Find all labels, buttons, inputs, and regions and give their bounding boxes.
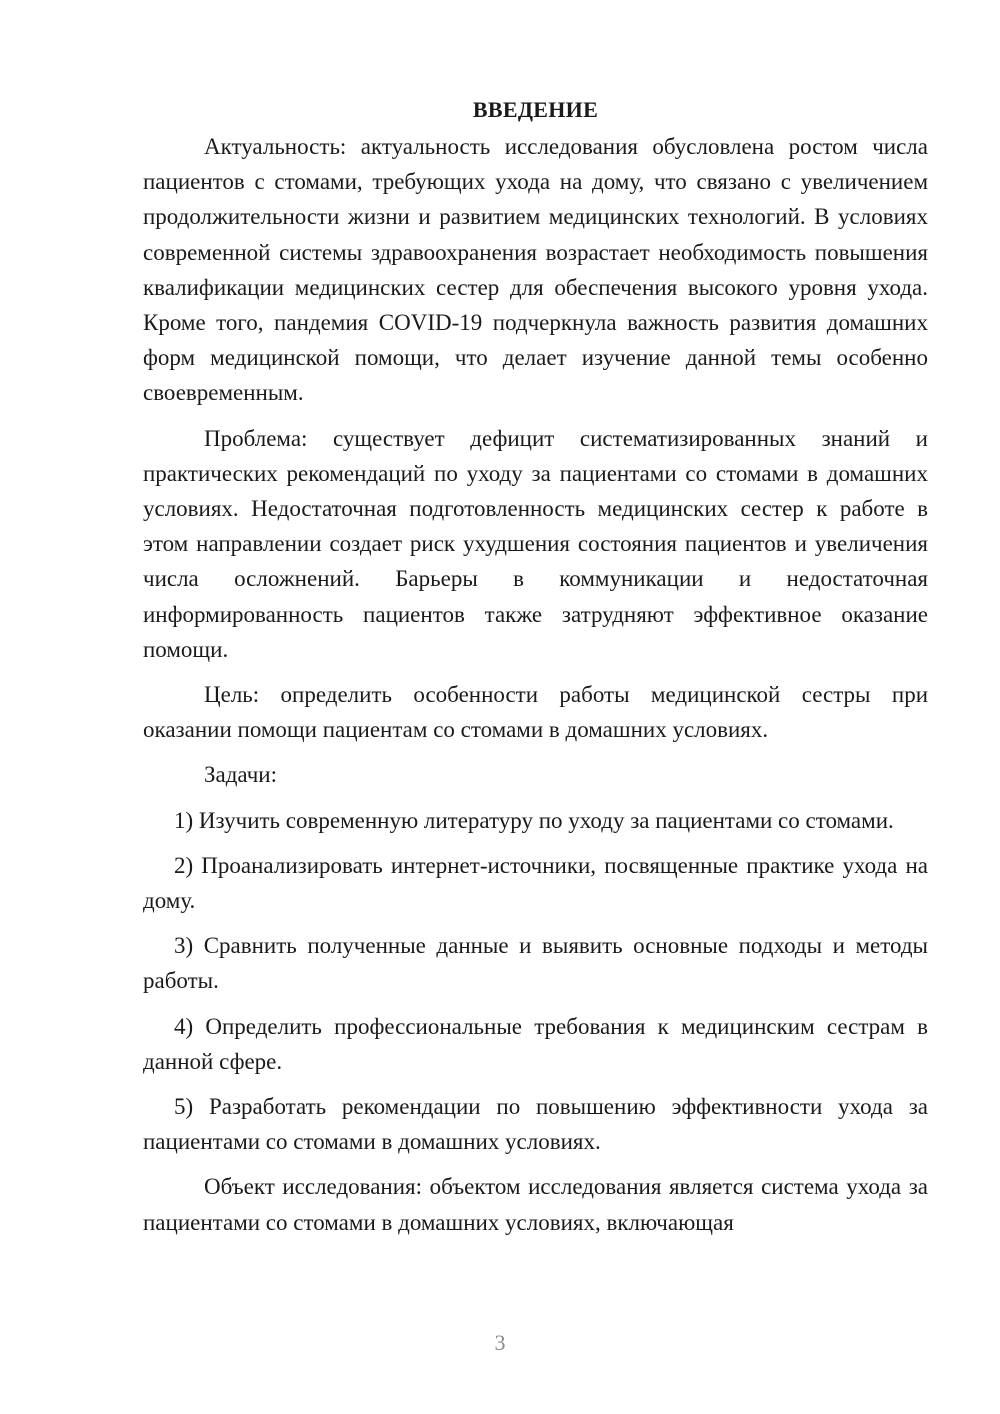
task-item-1: 1) Изучить современную литературу по уходу за пациентами со стомами.	[174, 807, 894, 833]
task-item-2: 2) Проанализировать интернет-источники, посвященные практике ухода на дому.	[143, 852, 928, 914]
tasks-label: Задачи:	[204, 762, 277, 788]
paragraph-relevance: Актуальность: актуальность исследования обусловлена ростом числа пациентов с стомами, требующих ухода на дому, что связано с увеличением продолжительности жизни и развитием медицинских технологий. В условиях современной системы здравоохранения возрастает необходимость повышения квалификации медицинских сестер для обеспечения высокого уровня ухода. Кроме того, пандемия COVID-19 подчеркнула важность развития домашних форм медицинской помощи, что делает изучение данной темы особенно своевременным.	[143, 134, 928, 406]
paragraph-problem: Проблема: существует дефицит систематизированных знаний и практических рекомендаций по уходу за пациентами со стомами в домашних условиях. Недостаточная подготовленность медицинских сестер к работе в этом направлении создает риск ухудшения состояния пациентов и увеличения числа осложнений. Барьеры в коммуникации и недостаточная информированность пациентов также затрудняют эффективное оказание помощи.	[143, 425, 928, 662]
task-item-4: 4) Определить профессиональные требования к медицинским сестрам в данной сфере.	[143, 1013, 928, 1074]
task-item-3: 3) Сравнить полученные данные и выявить основные подходы и методы работы.	[143, 933, 928, 994]
paragraph-object: Объект исследования: объектом исследования является система ухода за пациентами со стомами в домашних условиях, включающая	[143, 1174, 928, 1235]
page-number: 3	[494, 1330, 506, 1355]
section-heading: ВВЕДЕНИЕ	[472, 97, 599, 122]
task-item-5: 5) Разработать рекомендации по повышению эффективности ухода за пациентами со стомами в домашних условиях.	[143, 1094, 928, 1155]
page-content	[143, 92, 928, 1250]
paragraph-goal: Цель: определить особенности работы медицинской сестры при оказании помощи пациентам со стомами в домашних условиях.	[143, 682, 928, 743]
